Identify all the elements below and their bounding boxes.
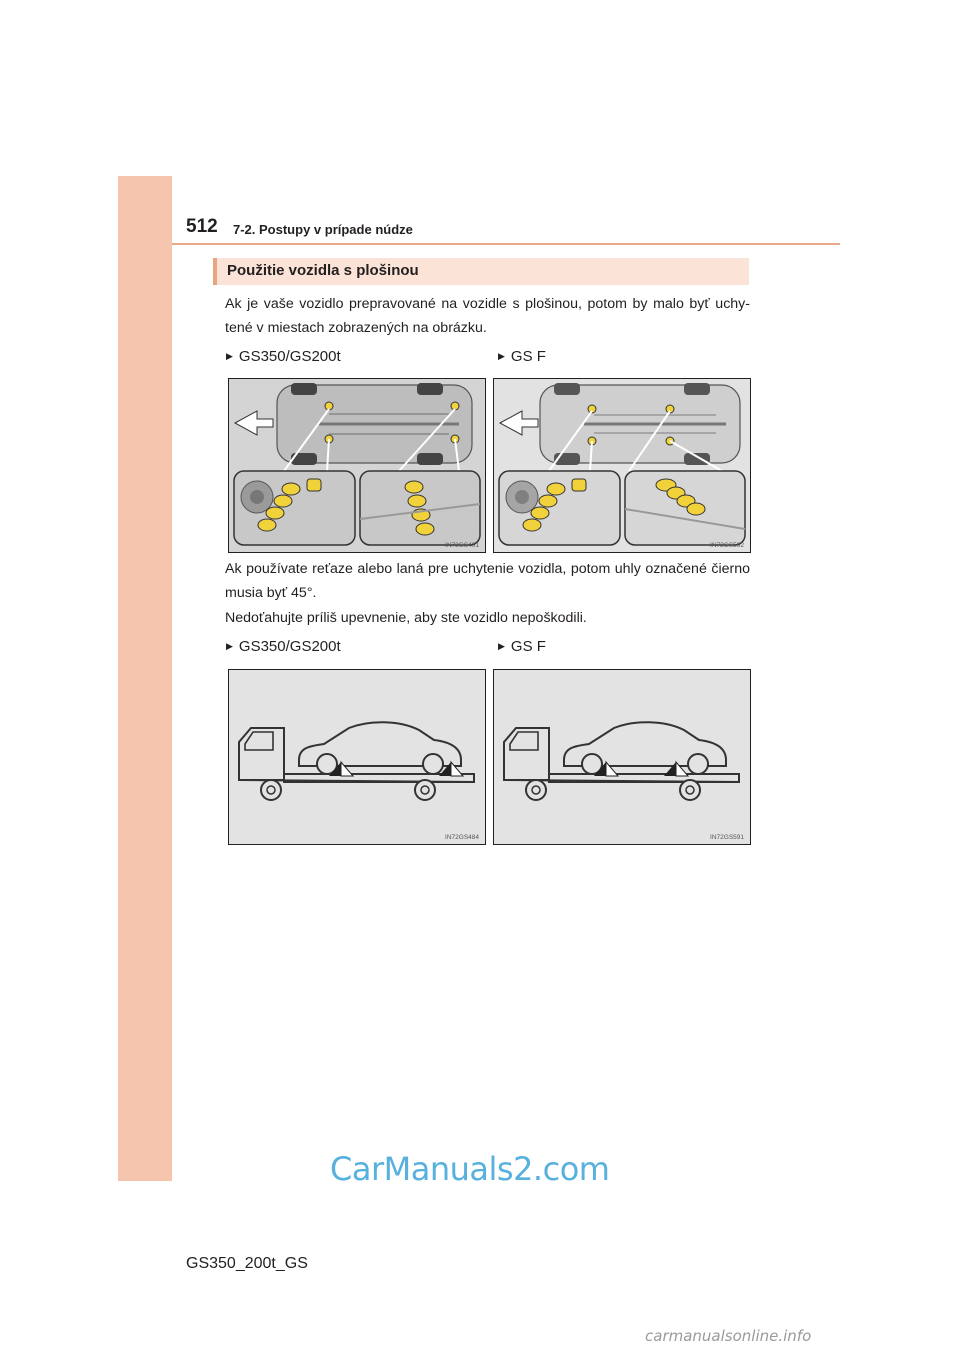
section-title: 7-2. Postupy v prípade núdze [233,222,413,237]
figure-code: IN72GS401 [445,542,479,549]
figure-tiedown-gsf [493,378,751,553]
underbody-illustration [494,379,750,552]
variant-bottom-right-text: GS F [510,638,546,655]
chain-angle-paragraph: Ak používate reťaze alebo laná pre uchytenie vozidla, potom uhly označené čierno musia byť 45°. [225,561,750,601]
figure-code: IN72GS484 [445,834,479,841]
variant-top-left-text: GS350/GS200t [238,348,341,365]
triangle-bullet-icon: ▶ [226,641,233,651]
figure-code: IN72GS592 [710,542,744,549]
subheader-title: Použitie vozidla s plošinou [227,262,419,279]
triangle-bullet-icon: ▶ [498,351,505,361]
caution-paragraph: Nedoťahujte príliš upevnenie, aby ste vozidlo nepoškodili. [225,610,587,626]
page-number: 512 [186,216,218,237]
intro-paragraph: Ak je vaše vozidlo prepravované na vozidle s plošinou, potom by malo byť uchy-tené v miestach zobrazených na obrázku. [225,296,750,336]
variant-label-bottom-right [498,638,546,655]
variant-label-bottom-left [226,638,341,655]
variant-top-right-text: GS F [510,348,546,365]
header-rule [172,243,840,245]
subheader-box [213,258,749,285]
flatbed-illustration [494,670,750,844]
figure-flatbed-gs350 [228,669,486,845]
triangle-bullet-icon: ▶ [226,351,233,361]
watermark-site: carmanualsonline.info [645,1327,812,1345]
triangle-bullet-icon: ▶ [498,641,505,651]
figure-flatbed-gsf [493,669,751,845]
underbody-illustration [229,379,485,552]
footer-model-code: GS350_200t_GS [186,1255,308,1272]
variant-label-top-right [498,348,546,365]
figure-tiedown-gs350 [228,378,486,553]
figure-code: IN72GS591 [710,834,744,841]
variant-label-top-left [226,348,341,365]
flatbed-illustration [229,670,485,844]
watermark-logo: CarManuals2.com [330,1150,610,1188]
variant-bottom-left-text: GS350/GS200t [238,638,341,655]
side-band [118,176,172,1181]
